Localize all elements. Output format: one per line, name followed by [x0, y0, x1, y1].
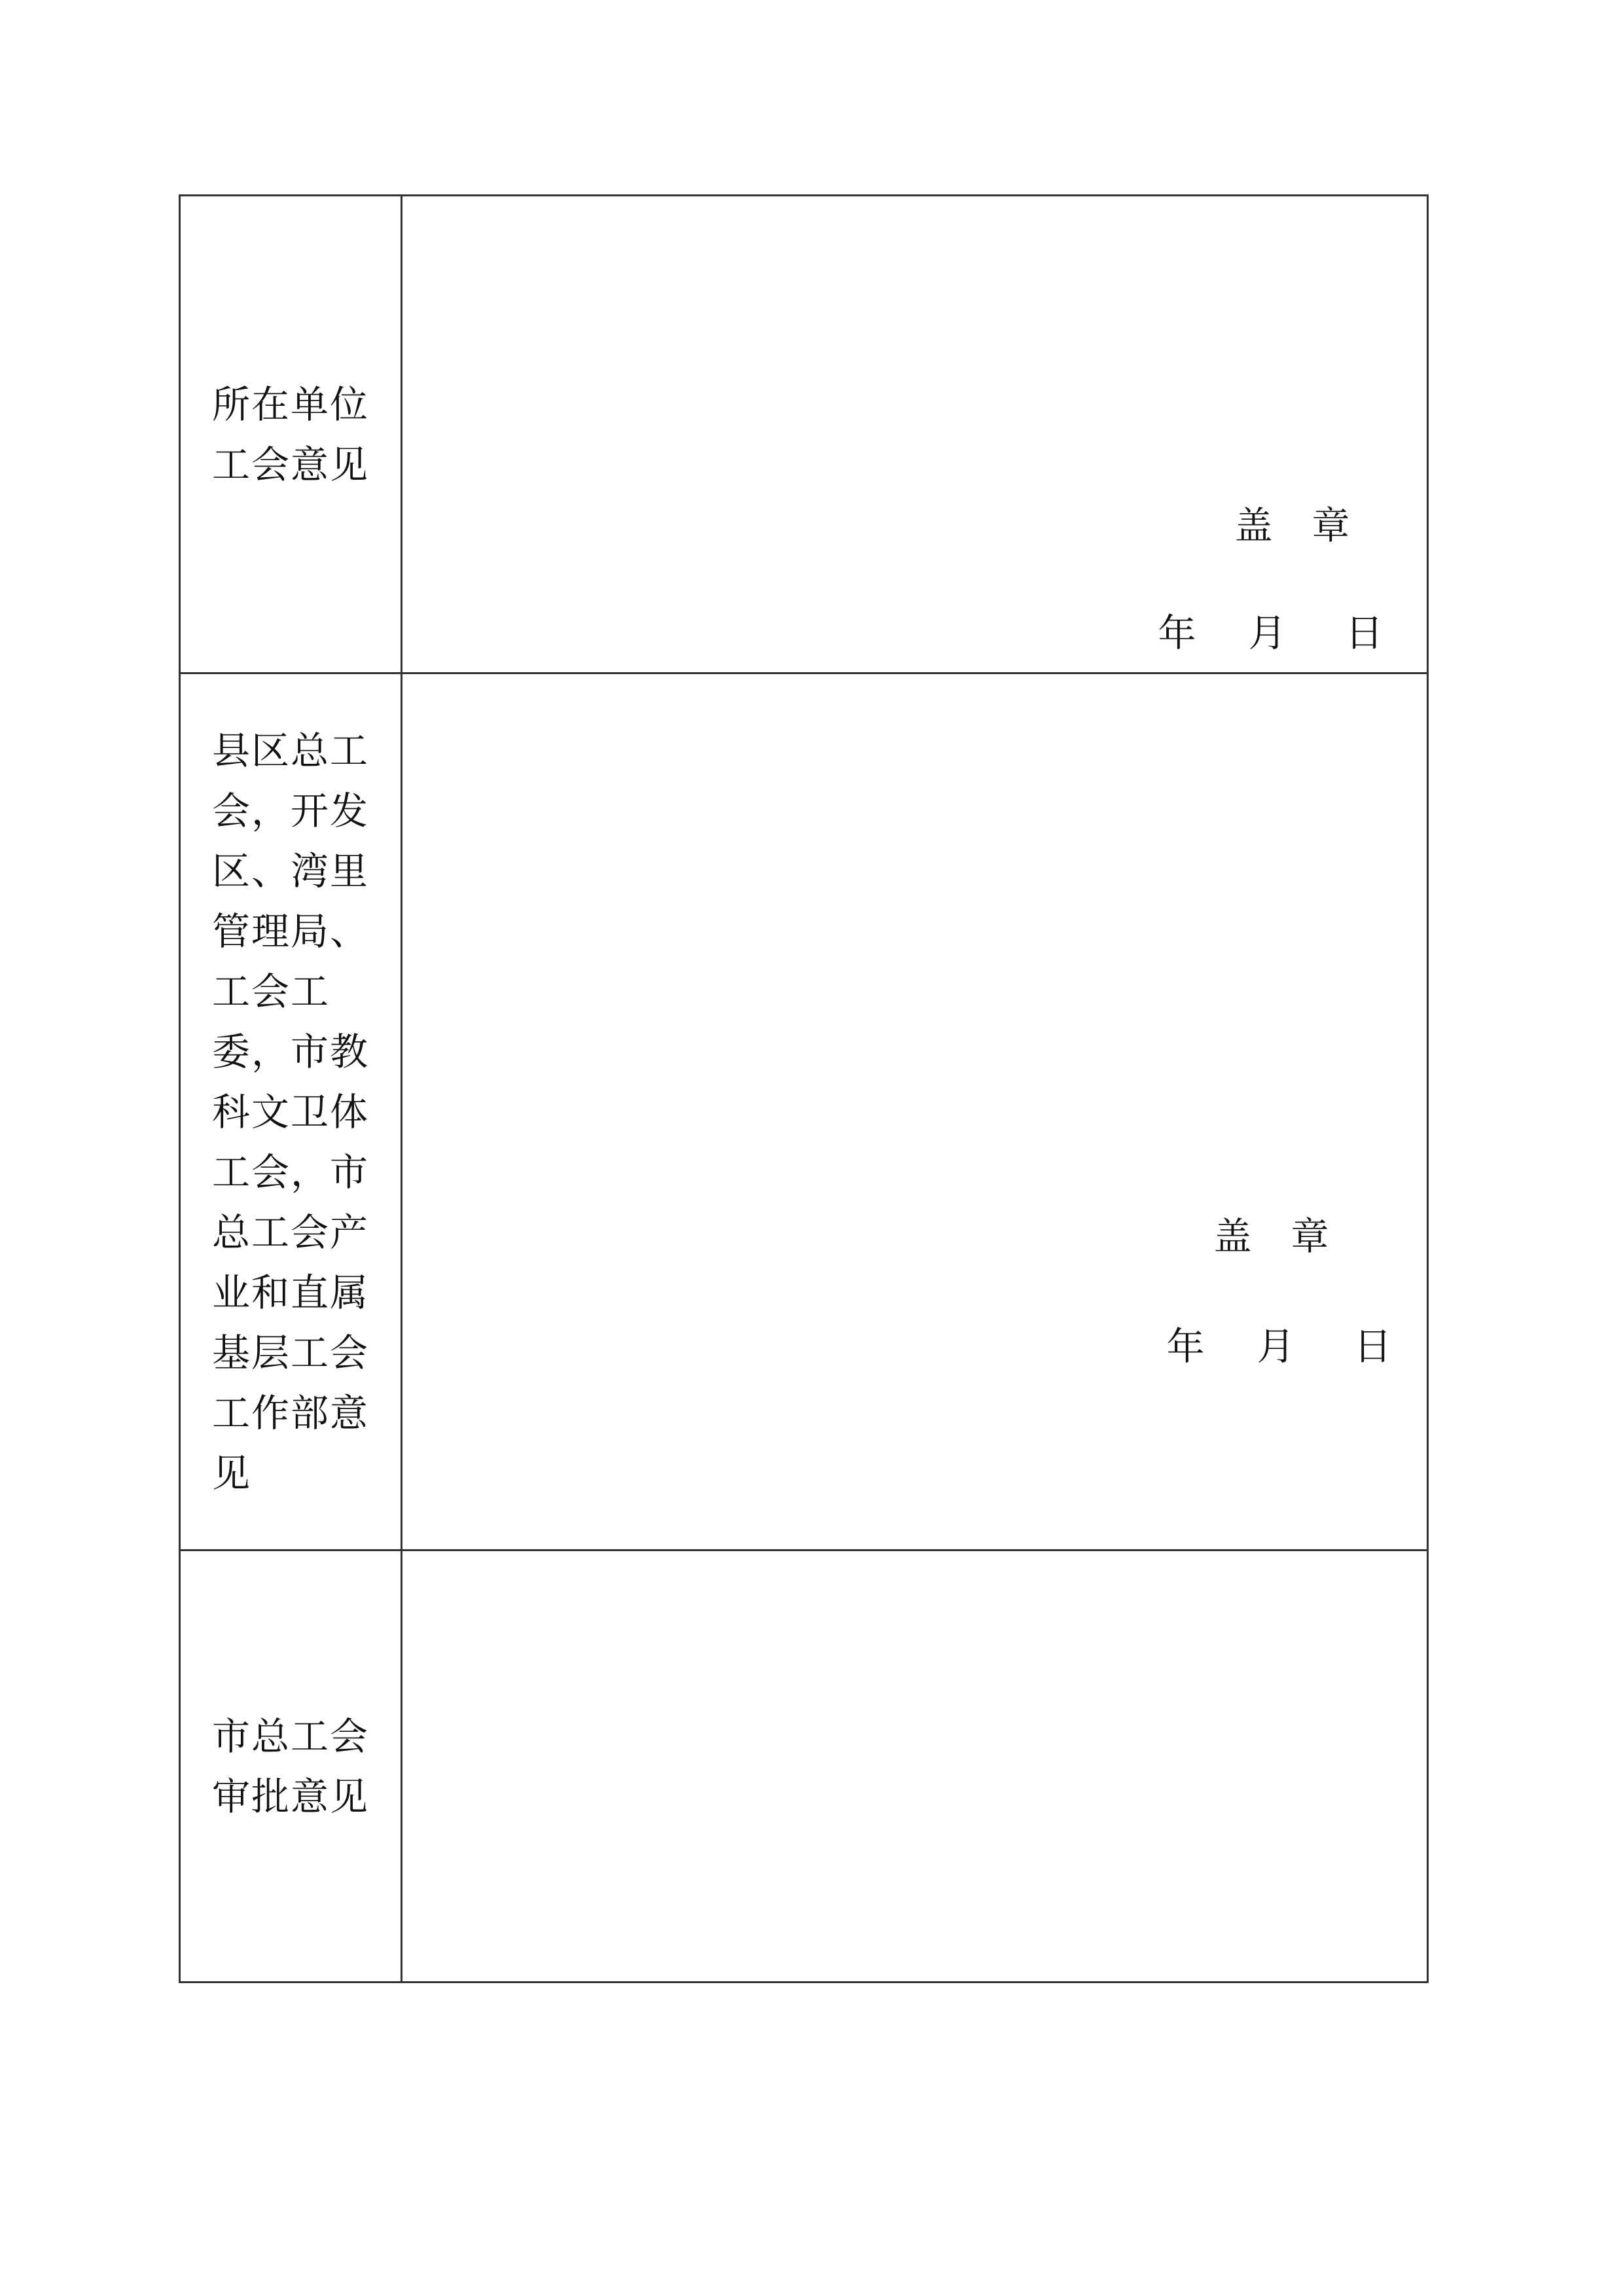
- label-cell-district-union: [180, 673, 402, 1551]
- row-label: 所在单位工会意见: [212, 382, 370, 487]
- approval-form-table: [179, 194, 1429, 1983]
- row-label: 县区总工会，开发区、湾里管理局、工会工委，市教科文卫体工会，市总工会产业和直属基层工会工作部意见: [212, 728, 370, 1496]
- opinion-area-district-union[interactable]: [401, 673, 1427, 1551]
- label-cell-city-union: [180, 1551, 402, 1982]
- date-label: 年 月 日: [1166, 1324, 1392, 1369]
- opinion-area-city-union[interactable]: [401, 1551, 1427, 1982]
- opinion-area-unit-union[interactable]: [401, 196, 1427, 673]
- stamp-label: 盖 章: [1213, 1214, 1330, 1259]
- table-row-unit-union: [180, 196, 1428, 673]
- table-row-district-union: [180, 673, 1428, 1551]
- row-label: 市总工会审批意见: [212, 1713, 370, 1819]
- date-label: 年 月 日: [1158, 611, 1383, 655]
- label-cell-unit-union: [180, 196, 402, 673]
- table-row-city-union: [180, 1551, 1428, 1982]
- stamp-label: 盖 章: [1234, 503, 1351, 548]
